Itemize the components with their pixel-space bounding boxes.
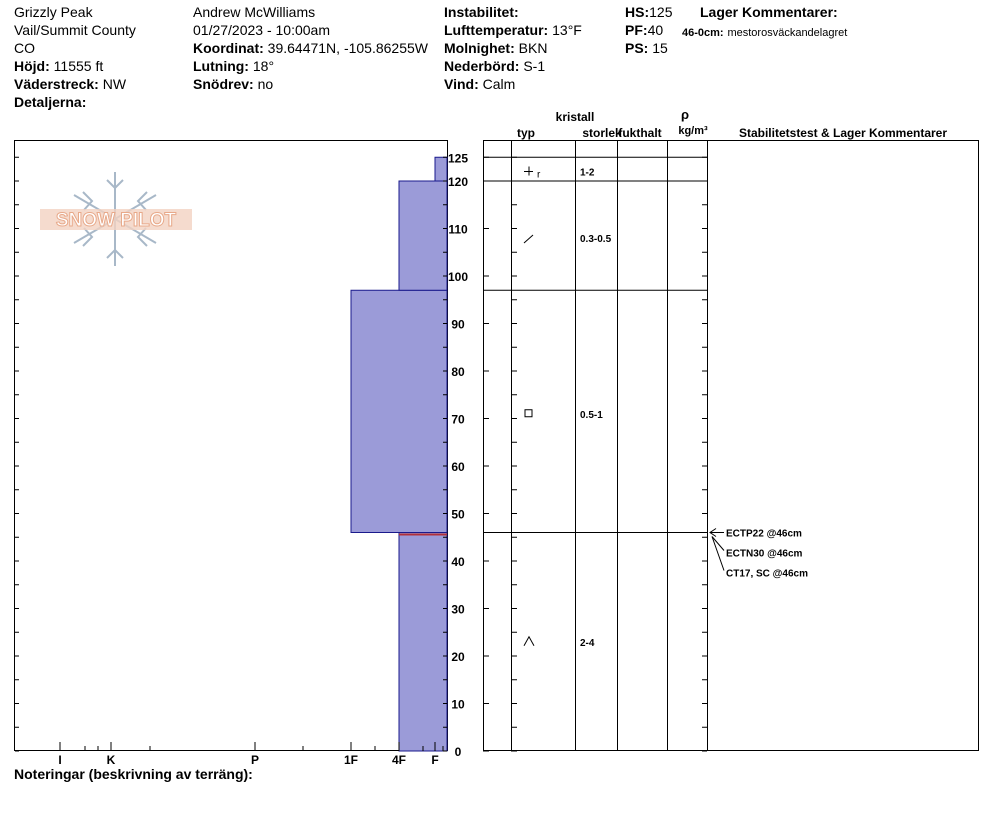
y-tick-label: 60 [451,460,465,474]
x-tick-label: 4F [391,753,407,767]
stability-tests [710,529,808,580]
x-tick-label: K [106,753,116,767]
stability-pointer [712,537,724,551]
y-tick-label: 30 [451,602,465,617]
instability-label: Instabilitet: [444,4,519,20]
grain-size: 2-4 [580,637,595,649]
airtemp-value: 13°F [552,22,582,38]
col-header-size: storlek [582,126,622,140]
grain-depth-hoar-icon [524,637,534,646]
hardness-layer [351,290,447,532]
y-tick-label: 120 [447,175,469,189]
x-tick-label: P [250,753,260,767]
col-header-type: typ [517,126,535,140]
grain-size: 1-2 [580,167,595,179]
col-header-stability: Stabilitetstest & Lager Kommentarer [738,126,948,140]
drift-label: Snödrev: [193,76,254,92]
slope-label: Lutning: [193,58,249,74]
wind-value: Calm [482,76,516,92]
col-header-density-symbol: ρ [680,107,690,122]
layer-comment-depth: 46-0cm: [682,27,724,39]
snowpilot-logo [40,172,192,266]
y-tick-label: 80 [451,365,465,379]
datetime: 01/27/2023 - 10:00am [193,22,330,38]
grain-precip-particles-icon [524,167,541,181]
pf-value: 40 [647,22,664,38]
y-tick-label: 50 [451,507,465,522]
precip-value: S-1 [523,58,546,74]
observer: Andrew McWilliams [193,4,316,20]
slope-value: 18° [252,58,275,74]
grain-rows [483,157,707,649]
ps-value: 15 [652,40,668,56]
grain-sub: r [537,169,541,181]
pf-label: PF: [625,22,648,38]
layer-comments-title: Lager Kommentarer: [700,4,838,20]
y-tick-label: 10 [451,697,465,712]
hardness-layer [399,181,447,290]
col-header-moisture: fukthalt [618,126,662,140]
aspect-value: NW [102,76,127,92]
y-tick-label: 70 [451,412,465,427]
details-label: Detaljerna: [14,94,87,110]
x-tick-label: I [58,753,62,767]
y-tick-label: 110 [448,222,468,237]
layer-comment-text: mestorosväckandelagret [727,27,848,39]
stability-pointer [712,537,724,571]
elevation-label: Höjd: [14,58,50,74]
col-header-density-unit: kg/m³ [678,125,708,137]
aspect-label: Väderstreck: [14,76,99,92]
x-axis [58,742,443,767]
logo-text: SNOW PILOT [55,210,177,231]
x-tick-label: 1F [343,753,359,767]
stability-test-label: CT17, SC @46cm [726,568,809,580]
y-tick-label: 125 [447,151,469,166]
grain-table [484,140,979,751]
stability-test-label: ECTN30 @46cm [726,548,803,560]
y-tick-label: 0 [454,745,462,759]
x-tick-label: F [431,753,439,767]
airtemp-label: Lufttemperatur: [444,22,549,38]
region: Vail/Summit County [14,22,136,38]
precip-label: Nederbörd: [444,58,520,74]
y-tick-label: 20 [451,650,465,664]
grain-decomposing-icon [524,235,533,243]
y-tick-label: 40 [451,555,465,569]
col-header-crystal: kristall [555,110,595,124]
notes-label: Noteringar (beskrivning av terräng): [14,766,253,782]
stability-test-label: ECTP22 @46cm [726,528,802,540]
hardness-layers [351,157,447,751]
elevation-value: 11555 ft [53,58,104,74]
hs-label: HS: [625,4,650,20]
location: Grizzly Peak [14,4,93,20]
y-tick-label: 100 [447,270,469,284]
grain-size: 0.5-1 [580,409,603,421]
hs-value: 125 [649,4,673,20]
coord-label: Koordinat: [193,40,264,56]
coord-value: 39.64471N, -105.86255W [267,40,428,56]
ps-label: PS: [625,40,649,56]
sky-value: BKN [518,40,548,56]
grain-size: 0.3-0.5 [580,234,612,245]
wind-label: Vind: [444,76,479,92]
grain-faceted-icon [525,410,532,417]
state: CO [14,40,35,56]
drift-value: no [257,76,274,92]
y-tick-label: 90 [451,317,465,332]
hardness-layer [399,533,447,752]
hardness-layer [435,157,447,181]
sky-label: Molnighet: [444,40,515,56]
